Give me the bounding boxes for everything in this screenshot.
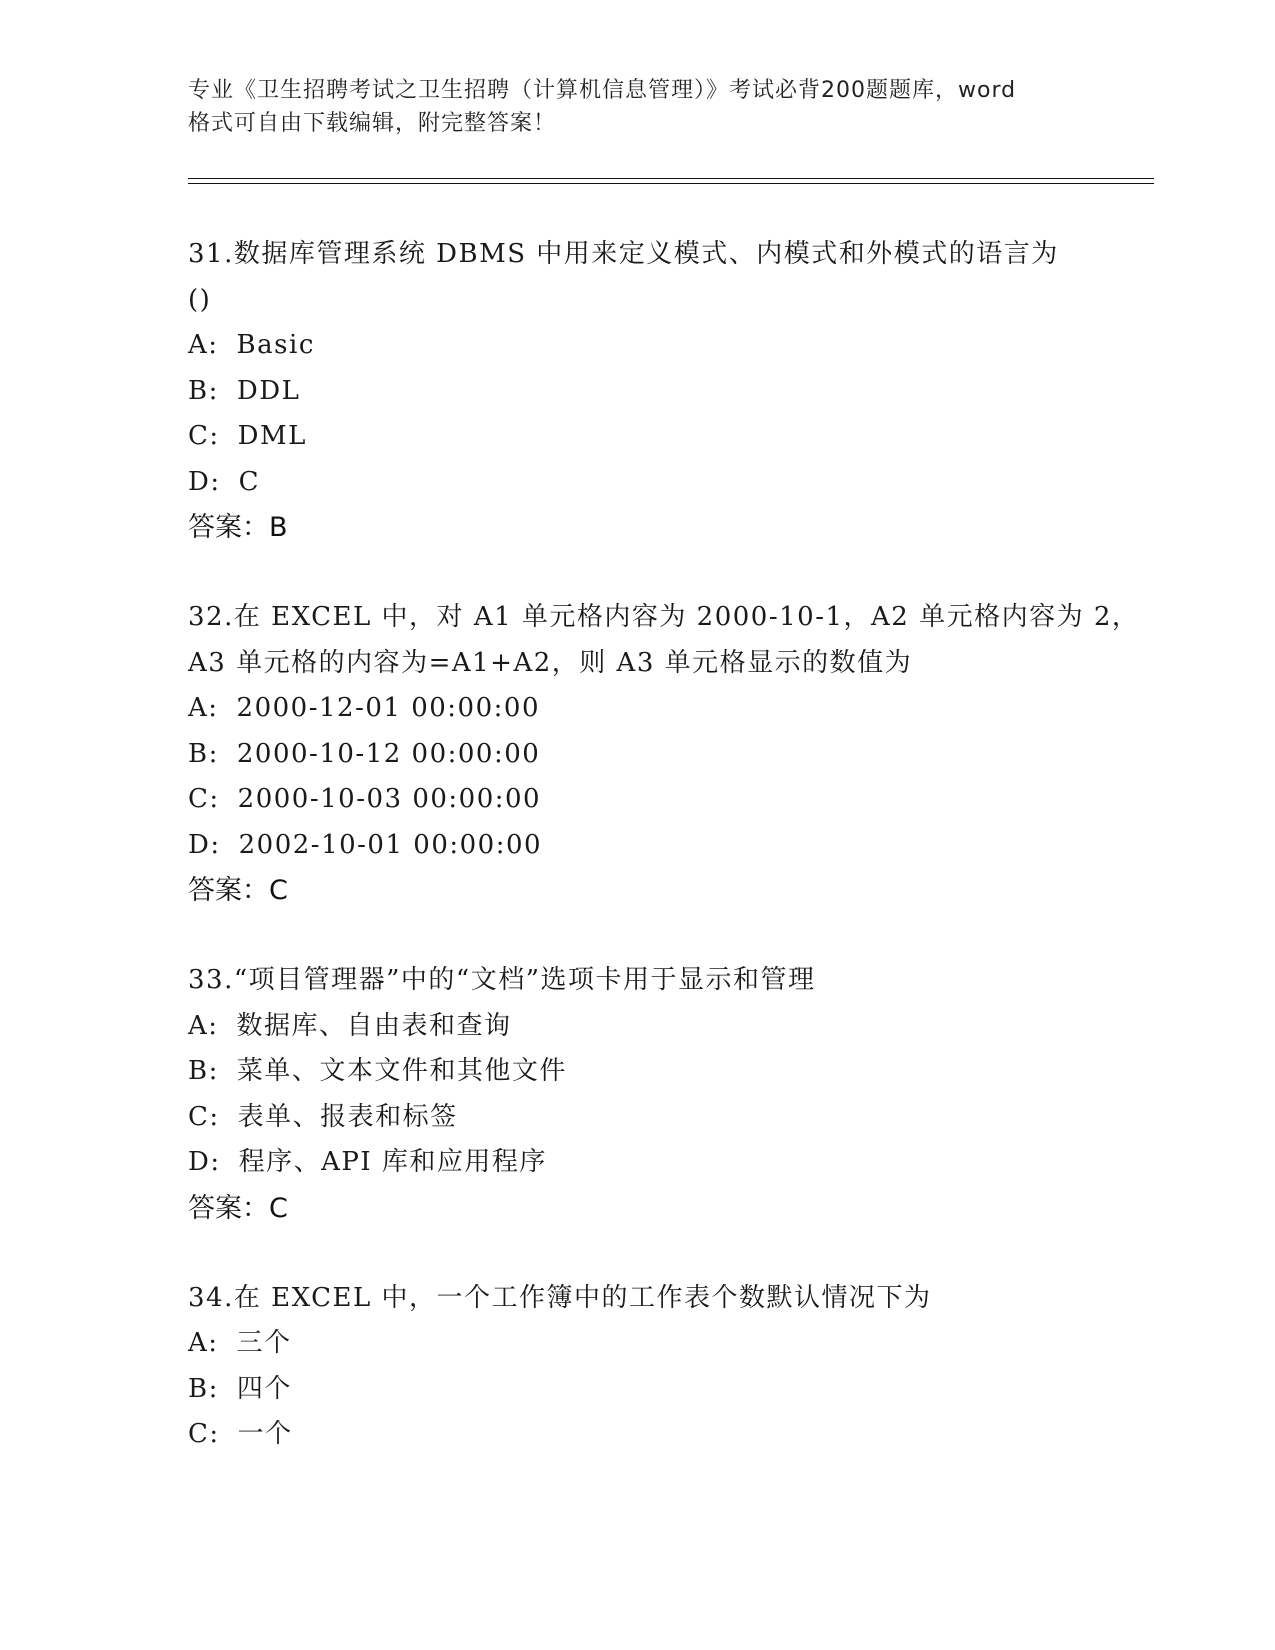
header-divider-bottom (188, 183, 1154, 184)
answer-label: 答案：B (188, 512, 288, 543)
option-text: 表单、报表和标签 (237, 1101, 458, 1132)
option-a (188, 1321, 1148, 1367)
option-text: DDL (236, 375, 301, 406)
question-stem-line: 33.“项目管理器”中的“文档”选项卡用于显示和管理 (188, 965, 816, 995)
option-letter: B: (188, 1373, 219, 1404)
option-text: 2000-10-12 00:00:00 (236, 738, 541, 769)
option-letter: D: (188, 829, 221, 860)
option-text: 四个 (236, 1373, 292, 1404)
option-letter: A: (188, 1328, 219, 1358)
option-letter: C: (188, 1101, 220, 1132)
answer-label: 答案：C (188, 1192, 288, 1224)
question-33 (188, 958, 1148, 1231)
option-letter: C: (188, 1419, 220, 1449)
option-letter: D: (188, 1147, 221, 1177)
option-text: 数据库、自由表和查询 (236, 1010, 512, 1041)
option-letter: A: (188, 330, 219, 360)
option-letter: C: (188, 421, 220, 451)
option-b (188, 732, 1148, 778)
question-31 (188, 232, 1148, 550)
answer-label: 答案：C (188, 875, 288, 906)
option-letter: D: (188, 466, 221, 497)
option-d (188, 1140, 1148, 1186)
option-d (188, 460, 1148, 506)
option-letter: A: (188, 693, 219, 723)
question-list (188, 232, 1148, 1503)
option-d (188, 823, 1148, 869)
option-a (188, 323, 1148, 369)
question-32 (188, 595, 1148, 913)
option-text: 程序、API 库和应用程序 (238, 1147, 547, 1177)
question-stem-line: 34.在 EXCEL 中，一个工作簿中的工作表个数默认情况下为 (188, 1282, 932, 1313)
question-stem-line: A3 单元格的内容为=A1+A2，则 A3 单元格显示的数值为 (188, 647, 913, 678)
option-letter: B: (188, 738, 219, 769)
header-divider-top (188, 178, 1154, 179)
header-line-1: 专业《卫生招聘考试之卫生招聘（计算机信息管理）》考试必背200题题库，word (188, 78, 1017, 103)
option-a (188, 1004, 1148, 1050)
option-text: Basic (236, 330, 315, 360)
document-header (188, 74, 1088, 140)
option-a (188, 686, 1148, 732)
option-text: 2000-10-03 00:00:00 (237, 784, 542, 814)
option-b (188, 369, 1148, 415)
option-c (188, 1412, 1148, 1458)
option-letter: A: (188, 1010, 219, 1041)
header-line-2: 格式可自由下载编辑，附完整答案！ (188, 111, 557, 136)
option-b (188, 1049, 1148, 1095)
option-text: DML (237, 421, 307, 451)
option-text: C (238, 466, 261, 497)
option-c (188, 414, 1148, 460)
option-c (188, 1095, 1148, 1141)
question-stem-line: 32.在 EXCEL 中，对 A1 单元格内容为 2000-10-1，A2 单元格内容为 2， (188, 602, 1140, 632)
option-text: 2002-10-01 00:00:00 (238, 829, 543, 860)
option-b (188, 1367, 1148, 1413)
option-c (188, 777, 1148, 823)
question-34 (188, 1276, 1148, 1458)
option-text: 三个 (236, 1328, 292, 1358)
option-letter: B: (188, 1056, 219, 1086)
option-text: 2000-12-01 00:00:00 (236, 693, 540, 723)
option-text: 菜单、文本文件和其他文件 (236, 1056, 567, 1086)
option-letter: C: (188, 784, 220, 814)
question-stem-line: () (188, 284, 212, 315)
option-text: 一个 (237, 1419, 293, 1449)
option-letter: B: (188, 375, 219, 406)
question-stem-line: 31.数据库管理系统 DBMS 中用来定义模式、内模式和外模式的语言为 (188, 239, 1059, 269)
